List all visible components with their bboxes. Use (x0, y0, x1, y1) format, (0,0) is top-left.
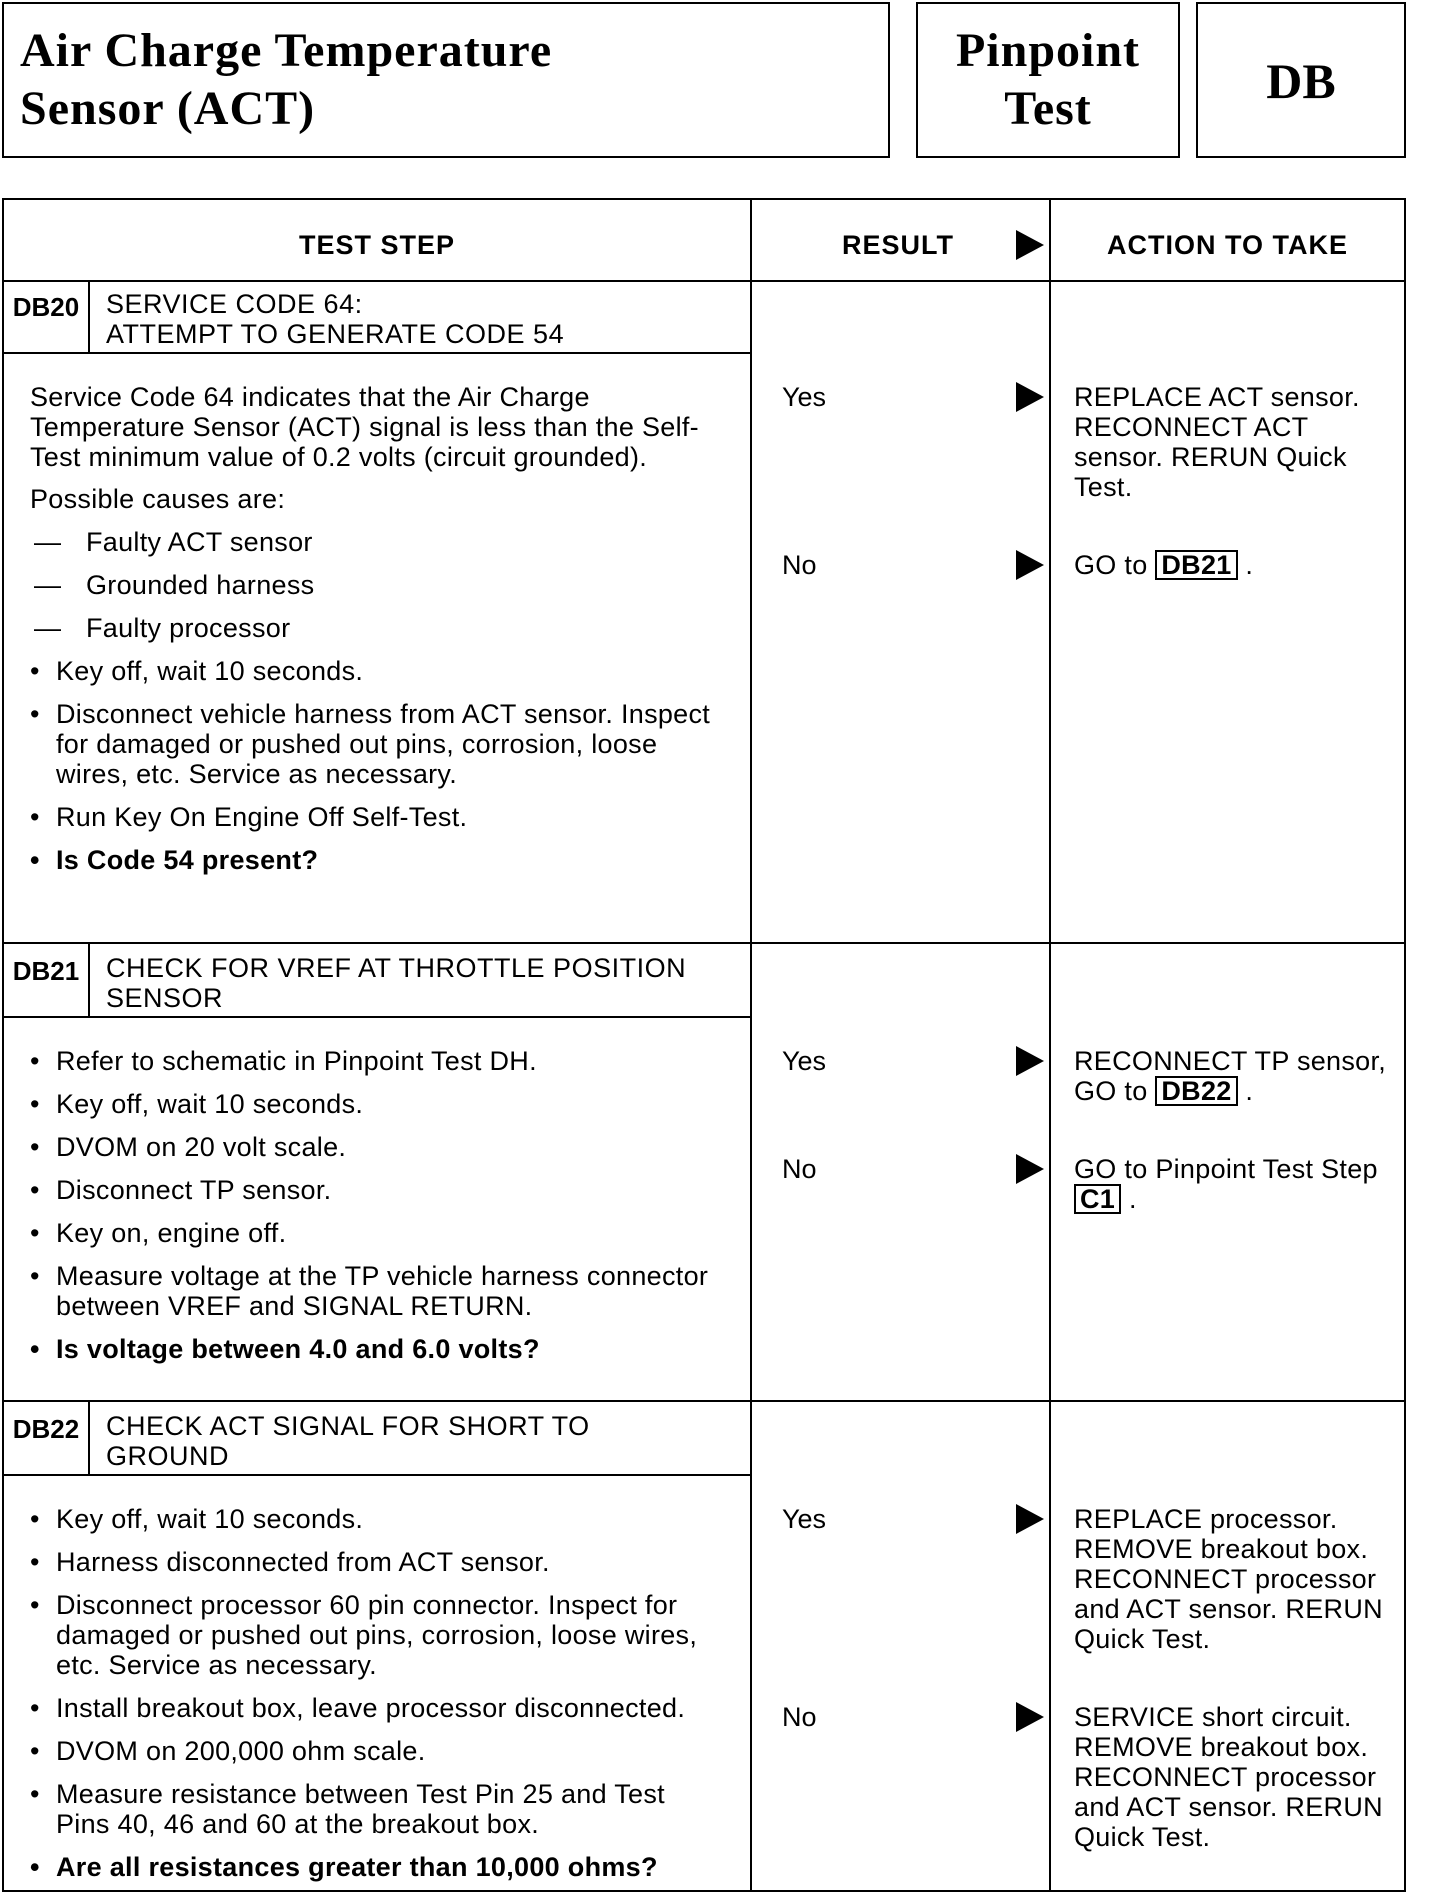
action-text: RECONNECT TP sensor, GO to (1074, 1046, 1387, 1106)
action-text: GO to (1074, 550, 1148, 580)
step-title-divider (4, 1474, 750, 1476)
action-yes: REPLACE processor. REMOVE breakout box. RECONNECT processor and ACT sensor. RERUN Quick Test. (1074, 1504, 1383, 1654)
step-divider (4, 1400, 1406, 1402)
cause-item: — Faulty processor (30, 613, 720, 643)
cause-item: — Faulty ACT sensor (30, 527, 720, 557)
action-no: SERVICE short circuit. REMOVE breakout box. RECONNECT processor and ACT sensor. RERUN Quick Test. (1074, 1702, 1383, 1852)
result-yes: Yes (782, 1046, 827, 1076)
causes-label: Possible causes are: (30, 484, 286, 514)
header-test-step: TEST STEP (298, 230, 456, 260)
step-bullet: • Install breakout box, leave processor disconnected. (30, 1693, 720, 1723)
step-id: DB20 (12, 292, 80, 322)
step-bullet: • Harness disconnected from ACT sensor. (30, 1547, 720, 1577)
step-question: • Is voltage between 4.0 and 6.0 volts? (30, 1334, 720, 1364)
result-no: No (782, 1154, 817, 1184)
step-title (106, 953, 726, 1013)
step-bullet: • Run Key On Engine Off Self-Test. (30, 802, 720, 832)
action-no (1074, 1154, 1394, 1214)
result-no: No (782, 550, 817, 580)
test-code: DB (1266, 53, 1336, 109)
pinpoint-test-table (2, 198, 1406, 1892)
step-question: • Are all resistances greater than 10,000 ohms? (30, 1852, 720, 1882)
step-bullet: • Key off, wait 10 seconds. (30, 1089, 720, 1119)
arrow-icon (1016, 1046, 1044, 1076)
step-reference[interactable]: DB22 (1155, 1076, 1237, 1106)
step-bullet: • DVOM on 20 volt scale. (30, 1132, 720, 1162)
test-type-box (916, 2, 1180, 158)
step-bullet: • Measure resistance between Test Pin 25 and Test Pins 40, 46 and 60 at the breakout box. (30, 1779, 720, 1839)
step-body (30, 382, 720, 888)
result-yes: Yes (782, 1504, 827, 1534)
step-title (106, 289, 726, 349)
step-title-divider (4, 1016, 750, 1018)
step-title-line: SENSOR (106, 983, 224, 1013)
title-box (2, 2, 890, 158)
step-title-line: SERVICE CODE 64: (106, 289, 363, 319)
step-bullet: • Disconnect TP sensor. (30, 1175, 720, 1205)
column-divider (1049, 200, 1051, 1890)
step-id-divider (88, 942, 90, 1016)
action-yes (1074, 1046, 1394, 1106)
test-type-line-2: Test (1004, 82, 1092, 135)
test-type-line-1: Pinpoint (955, 24, 1141, 77)
result-no: No (782, 1702, 817, 1732)
step-id-divider (88, 280, 90, 352)
column-divider (750, 200, 752, 1890)
step-bullet: • Measure voltage at the TP vehicle harness connector between VREF and SIGNAL RETURN. (30, 1261, 720, 1321)
test-code-box (1196, 2, 1406, 158)
step-bullet: • Disconnect processor 60 pin connector. Inspect for damaged or pushed out pins, corrosion, loose wires, etc. Service as necessary. (30, 1590, 720, 1680)
action-no (1074, 550, 1394, 580)
test-type (918, 22, 1178, 138)
result-yes: Yes (782, 382, 827, 412)
step-bullet: • Key off, wait 10 seconds. (30, 1504, 720, 1534)
step-divider (4, 942, 1406, 944)
step-title-line: CHECK ACT SIGNAL FOR SHORT TO (106, 1411, 590, 1441)
step-title (106, 1411, 726, 1471)
title-line-2: Sensor (ACT) (20, 82, 316, 135)
step-reference[interactable]: C1 (1074, 1184, 1121, 1214)
step-reference[interactable]: DB21 (1155, 550, 1237, 580)
arrow-icon (1016, 1154, 1044, 1184)
step-id: DB21 (12, 956, 80, 986)
header-divider (4, 280, 1406, 282)
action-text: . (1245, 550, 1254, 580)
arrow-icon (1016, 382, 1044, 412)
header-action: ACTION TO TAKE (1107, 230, 1348, 260)
step-bullet: • Key off, wait 10 seconds. (30, 656, 720, 686)
step-question: • Is Code 54 present? (30, 845, 720, 875)
action-yes: REPLACE ACT sensor. RECONNECT ACT sensor. RERUN Quick Test. (1074, 382, 1360, 502)
step-title-line: ATTEMPT TO GENERATE CODE 54 (106, 319, 565, 349)
action-text: . (1245, 1076, 1254, 1106)
step-title-line: CHECK FOR VREF AT THROTTLE POSITION (106, 953, 687, 983)
arrow-icon (1016, 230, 1044, 260)
title-line-1: Air Charge Temperature (20, 24, 553, 77)
arrow-icon (1016, 1504, 1044, 1534)
arrow-icon (1016, 550, 1044, 580)
step-id: DB22 (12, 1414, 80, 1444)
step-bullet: • Key on, engine off. (30, 1218, 720, 1248)
step-body (30, 1504, 720, 1895)
step-bullet: • Refer to schematic in Pinpoint Test DH. (30, 1046, 720, 1076)
step-intro: Service Code 64 indicates that the Air Charge Temperature Sensor (ACT) signal is less than the Self-Test minimum value of 0.2 volts (circuit grounded). (30, 382, 699, 472)
page-title (20, 22, 552, 138)
header-result: RESULT (842, 230, 954, 260)
step-bullet: • Disconnect vehicle harness from ACT sensor. Inspect for damaged or pushed out pins, corrosion, loose wires, etc. Service as necessary. (30, 699, 720, 789)
step-bullet: • DVOM on 200,000 ohm scale. (30, 1736, 720, 1766)
arrow-icon (1016, 1702, 1044, 1732)
step-body (30, 1046, 720, 1377)
cause-item: — Grounded harness (30, 570, 720, 600)
action-text: GO to Pinpoint Test Step (1074, 1154, 1378, 1184)
step-title-divider (4, 352, 750, 354)
action-text: . (1128, 1184, 1137, 1214)
step-title-line: GROUND (106, 1441, 229, 1471)
step-id-divider (88, 1400, 90, 1474)
